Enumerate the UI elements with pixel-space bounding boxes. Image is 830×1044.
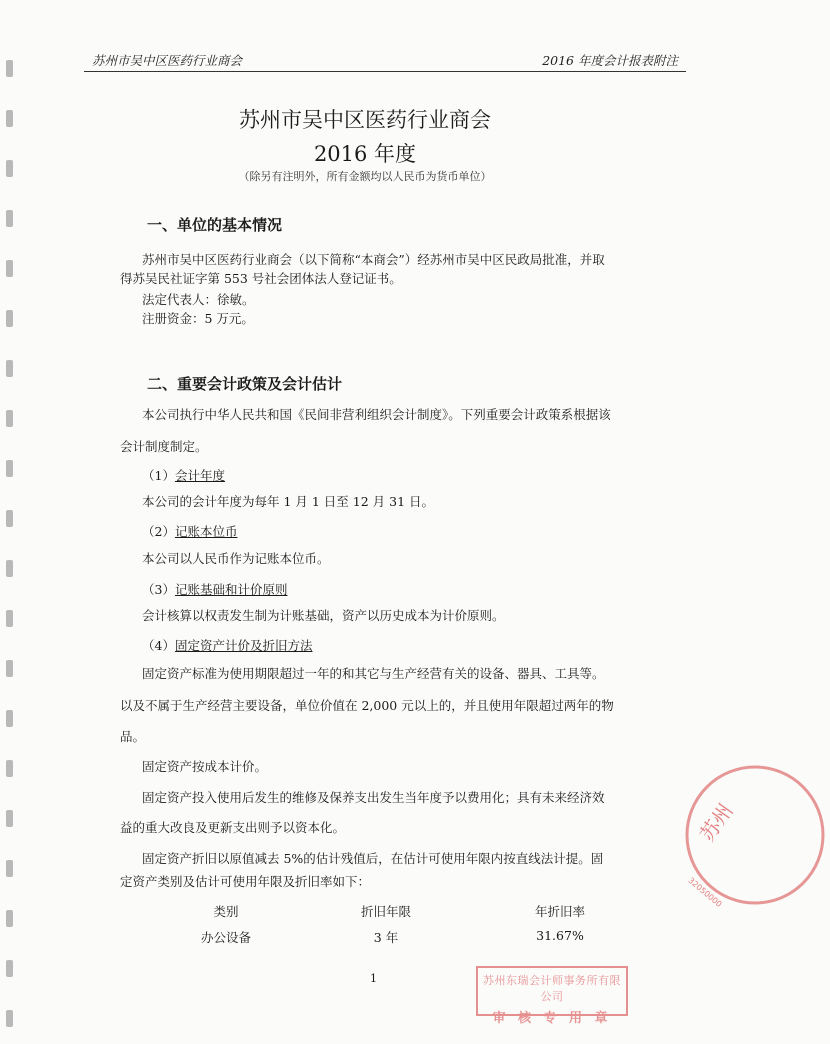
- binder-hole: [6, 260, 13, 277]
- policy-item-heading: [142, 522, 237, 540]
- table-cell: 3 年: [373, 930, 399, 945]
- section2-intro-line: 本公司执行中华人民共和国《民间非营利组织会计制度》。下列重要会计政策系根据该: [142, 407, 611, 422]
- section1-paragraph-line: 苏州市吴中区医药行业商会（以下简称“本商会”）经苏州市吴中区民政局批准，并取: [142, 252, 605, 267]
- binder-hole: [6, 810, 13, 827]
- section2-intro-line: 会计制度制定。: [120, 439, 208, 454]
- table-header-cell: 类别: [213, 904, 239, 919]
- section1-heading: 一、单位的基本情况: [147, 216, 283, 234]
- header-divider: [84, 71, 686, 72]
- policy-item-text: 会计核算以权责发生制为计账基础，资产以历史成本为计价原则。: [142, 608, 505, 623]
- policy-item-title: 会计年度: [174, 468, 225, 483]
- binder-hole: [6, 410, 13, 427]
- policy-item-text: 本公司以人民币作为记账本位币。: [142, 551, 330, 566]
- table-header-cell: 年折旧率: [534, 904, 585, 919]
- fixed-asset-paragraph: 固定资产按成本计价。: [142, 759, 268, 774]
- binder-hole: [6, 860, 13, 877]
- policy-item-title: 固定资产计价及折旧方法: [174, 638, 313, 653]
- table-cell: 办公设备: [200, 930, 251, 945]
- binder-hole: [6, 960, 13, 977]
- policy-item-heading: [142, 580, 287, 598]
- audit-stamp: [476, 966, 628, 1026]
- policy-item-heading: [142, 636, 312, 654]
- binder-hole: [6, 310, 13, 327]
- policy-item-title: 记账本位币: [174, 524, 238, 539]
- round-seal-icon: [680, 760, 830, 910]
- seal-text: 苏州: [695, 799, 738, 846]
- binder-hole: [6, 610, 13, 627]
- currency-note: （除另有注明外，所有金额均以人民币为货币单位）: [238, 170, 492, 183]
- legal-representative: 法定代表人：徐敏。: [142, 292, 255, 307]
- running-header-org: 苏州市吴中区医药行业商会: [92, 53, 243, 68]
- binder-hole: [6, 660, 13, 677]
- fixed-asset-paragraph-line: 品。: [120, 729, 146, 744]
- policy-item-number: （4）: [142, 638, 175, 653]
- policy-item-heading: [142, 466, 225, 484]
- registered-capital: 注册资金：5 万元。: [142, 311, 254, 326]
- section2-heading: 二、重要会计政策及会计估计: [147, 375, 343, 393]
- page-number: 1: [370, 972, 377, 985]
- section1-paragraph-line: 得苏吴民社证字第 553 号社会团体法人登记证书。: [120, 271, 402, 286]
- binder-hole: [6, 910, 13, 927]
- table-header-cell: 折旧年限: [360, 904, 411, 919]
- document-title: 苏州市吴中区医药行业商会: [239, 108, 491, 132]
- fixed-asset-paragraph-line: 固定资产标准为使用期限超过一年的和其它与生产经营有关的设备、器具、工具等。: [142, 666, 605, 681]
- policy-item-number: （3）: [142, 582, 175, 597]
- fixed-asset-paragraph-line: 以及不属于生产经营主要设备，单位价值在 2,000 元以上的，并且使用年限超过两年的物: [120, 698, 614, 713]
- binder-hole: [6, 210, 13, 227]
- audit-stamp-label: 审 核 专 用 章: [492, 1011, 612, 1026]
- policy-item-text: 本公司的会计年度为每年 1 月 1 日至 12 月 31 日。: [142, 494, 435, 509]
- policy-item-number: （1）: [142, 468, 175, 483]
- seal-digits: 32050000: [686, 875, 724, 909]
- fixed-asset-paragraph-line: 定资产类别及估计可使用年限及折旧率如下：: [120, 874, 371, 889]
- policy-item-title: 记账基础和计价原则: [174, 582, 288, 597]
- binder-hole: [6, 1010, 13, 1027]
- binder-hole: [6, 460, 13, 477]
- binder-hole: [6, 560, 13, 577]
- policy-item-number: （2）: [142, 524, 175, 539]
- binder-hole: [6, 710, 13, 727]
- fixed-asset-paragraph-line: 固定资产折旧以原值减去 5%的估计残值后，在估计可使用年限内按直线法计提。固: [142, 851, 604, 866]
- fixed-asset-paragraph-line: 益的重大改良及更新支出则予以资本化。: [120, 820, 346, 835]
- table-cell: 31.67%: [536, 928, 584, 943]
- binder-hole: [6, 510, 13, 527]
- document-year: 2016 年度: [313, 142, 417, 166]
- binder-hole: [6, 60, 13, 77]
- binder-hole: [6, 360, 13, 377]
- fixed-asset-paragraph-line: 固定资产投入使用后发生的维修及保养支出发生当年度予以费用化；具有未来经济效: [142, 790, 605, 805]
- running-header-report: 2016 年度会计报表附注: [542, 53, 678, 68]
- audit-stamp-firm: 苏州东瑞会计师事务所有限公司: [483, 974, 621, 1003]
- binder-hole: [6, 760, 13, 777]
